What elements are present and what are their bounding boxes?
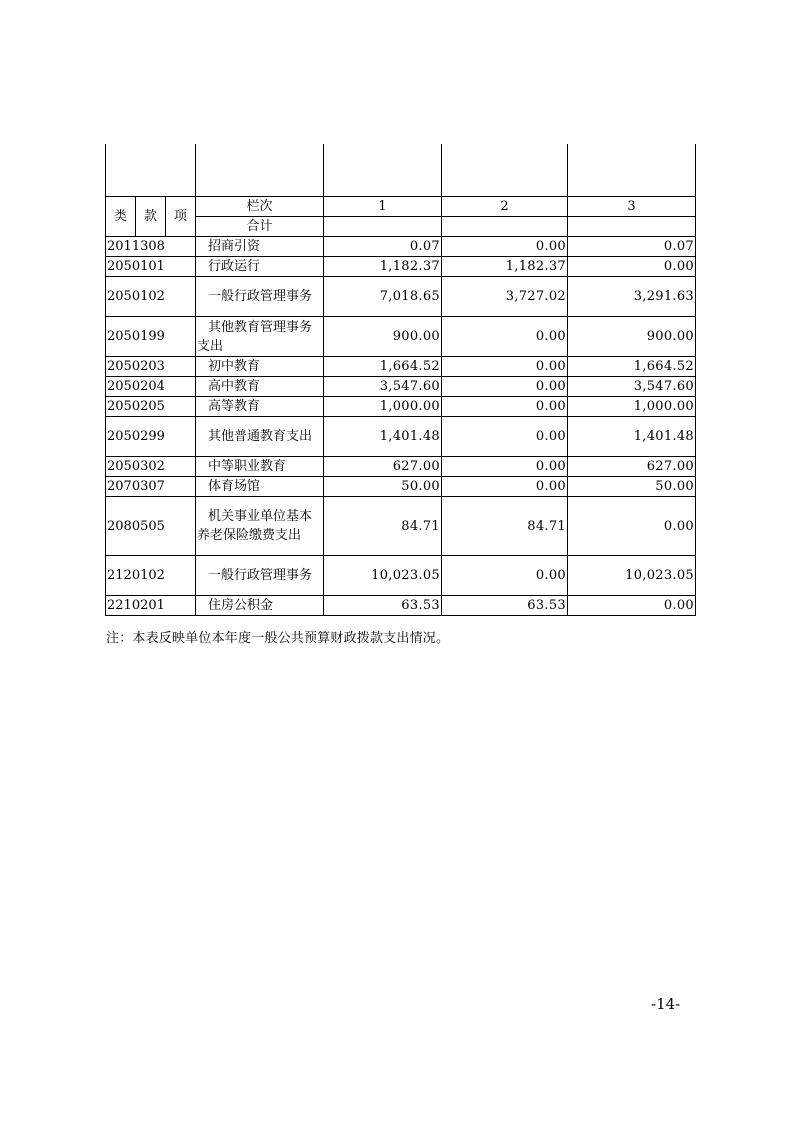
table-row <box>106 596 696 616</box>
row-name: 其他普通教育支出 <box>196 417 324 457</box>
header-lei: 类 <box>106 197 136 237</box>
row-value-1: 1,664.52 <box>324 357 442 377</box>
table-row <box>106 277 696 317</box>
header-column-number-row <box>106 197 696 217</box>
row-value-1: 50.00 <box>324 477 442 497</box>
budget-table <box>105 144 696 616</box>
row-value-1: 1,182.37 <box>324 257 442 277</box>
row-name: 其他教育管理事务支出 <box>196 317 324 357</box>
header-blank-cell <box>324 144 442 197</box>
row-name: 招商引资 <box>196 237 324 257</box>
row-value-2: 0.00 <box>442 397 568 417</box>
row-value-3: 1,000.00 <box>568 397 696 417</box>
row-value-2: 0.00 <box>442 237 568 257</box>
header-column-number: 3 <box>568 197 696 217</box>
row-name: 中等职业教育 <box>196 457 324 477</box>
row-value-3: 1,664.52 <box>568 357 696 377</box>
table-row <box>106 397 696 417</box>
table-row <box>106 357 696 377</box>
row-value-1: 84.71 <box>324 497 442 556</box>
row-code: 2011308 <box>106 237 196 257</box>
row-code: 2050102 <box>106 277 196 317</box>
row-value-2: 3,727.02 <box>442 277 568 317</box>
row-code: 2050199 <box>106 317 196 357</box>
row-code: 2120102 <box>106 556 196 596</box>
header-xiang: 项 <box>166 197 196 237</box>
total-value <box>568 217 696 237</box>
row-code: 2050203 <box>106 357 196 377</box>
row-value-3: 50.00 <box>568 477 696 497</box>
row-value-3: 0.07 <box>568 237 696 257</box>
row-name: 机关事业单位基本养老保险缴费支出 <box>196 497 324 556</box>
row-value-3: 627.00 <box>568 457 696 477</box>
table-row <box>106 237 696 257</box>
header-blank-cell <box>442 144 568 197</box>
row-value-1: 1,000.00 <box>324 397 442 417</box>
row-code: 2210201 <box>106 596 196 616</box>
table-row <box>106 556 696 596</box>
row-name: 一般行政管理事务 <box>196 556 324 596</box>
row-name: 住房公积金 <box>196 596 324 616</box>
row-value-2: 0.00 <box>442 377 568 397</box>
row-code: 2050204 <box>106 377 196 397</box>
row-value-2: 63.53 <box>442 596 568 616</box>
row-value-2: 84.71 <box>442 497 568 556</box>
header-kuan: 款 <box>136 197 166 237</box>
row-name: 一般行政管理事务 <box>196 277 324 317</box>
row-value-3: 1,401.48 <box>568 417 696 457</box>
row-code: 2080505 <box>106 497 196 556</box>
table-row <box>106 497 696 556</box>
table-row <box>106 417 696 457</box>
table-row <box>106 477 696 497</box>
page-number: -14- <box>651 995 681 1013</box>
row-name: 高中教育 <box>196 377 324 397</box>
row-code: 2050299 <box>106 417 196 457</box>
row-code: 2050101 <box>106 257 196 277</box>
row-value-2: 0.00 <box>442 317 568 357</box>
row-value-1: 63.53 <box>324 596 442 616</box>
row-value-1: 627.00 <box>324 457 442 477</box>
row-value-2: 0.00 <box>442 357 568 377</box>
row-value-1: 900.00 <box>324 317 442 357</box>
row-value-2: 0.00 <box>442 457 568 477</box>
row-value-1: 0.07 <box>324 237 442 257</box>
row-value-2: 0.00 <box>442 477 568 497</box>
row-value-1: 7,018.65 <box>324 277 442 317</box>
row-code: 2050302 <box>106 457 196 477</box>
table-row <box>106 457 696 477</box>
header-column-number: 1 <box>324 197 442 217</box>
row-name: 体育场馆 <box>196 477 324 497</box>
row-value-1: 1,401.48 <box>324 417 442 457</box>
header-blank-row <box>106 144 696 197</box>
row-value-1: 3,547.60 <box>324 377 442 397</box>
row-value-2: 1,182.37 <box>442 257 568 277</box>
row-code: 2050205 <box>106 397 196 417</box>
table-row <box>106 377 696 397</box>
row-value-3: 3,547.60 <box>568 377 696 397</box>
row-value-3: 900.00 <box>568 317 696 357</box>
header-column-number: 2 <box>442 197 568 217</box>
row-value-3: 0.00 <box>568 257 696 277</box>
row-value-2: 0.00 <box>442 417 568 457</box>
row-code: 2070307 <box>106 477 196 497</box>
total-value <box>442 217 568 237</box>
header-column-label: 栏次 <box>196 197 324 217</box>
header-blank-cell <box>106 144 196 197</box>
header-blank-cell <box>568 144 696 197</box>
table-note: 注：本表反映单位本年度一般公共预算财政拨款支出情况。 <box>106 631 450 646</box>
row-value-2: 0.00 <box>442 556 568 596</box>
row-value-1: 10,023.05 <box>324 556 442 596</box>
total-label: 合计 <box>196 217 324 237</box>
table-row <box>106 317 696 357</box>
row-name: 高等教育 <box>196 397 324 417</box>
row-name: 行政运行 <box>196 257 324 277</box>
row-value-3: 0.00 <box>568 497 696 556</box>
row-name: 初中教育 <box>196 357 324 377</box>
row-value-3: 3,291.63 <box>568 277 696 317</box>
total-value <box>324 217 442 237</box>
header-blank-cell <box>196 144 324 197</box>
row-value-3: 0.00 <box>568 596 696 616</box>
table-row <box>106 257 696 277</box>
row-value-3: 10,023.05 <box>568 556 696 596</box>
